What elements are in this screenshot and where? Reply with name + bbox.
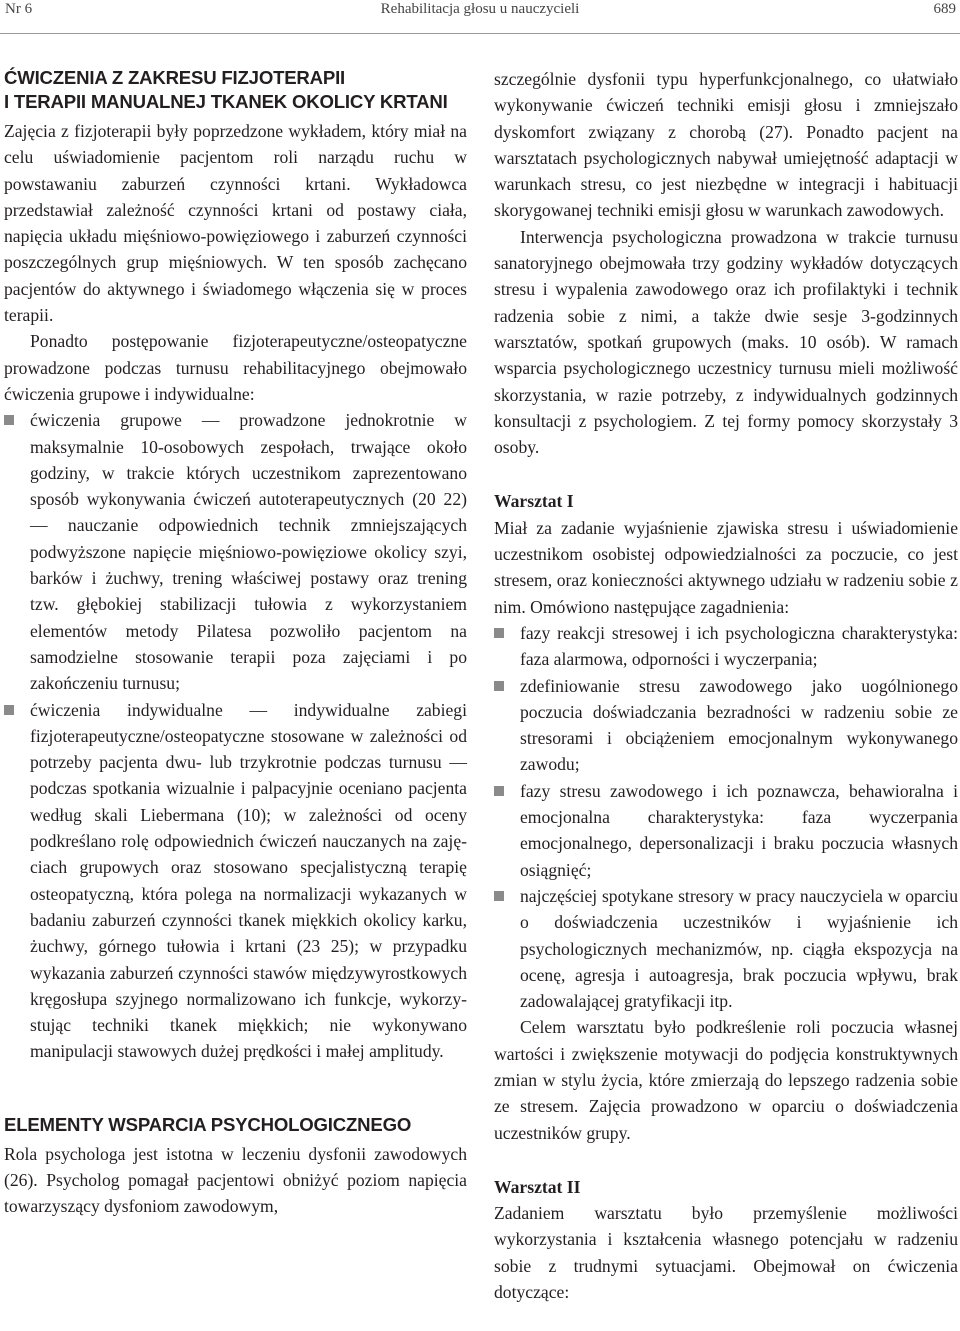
- paragraph: Rola psychologa jest istotna w leczeniu dysfonii zawodowych (26). Psycholog pomagał pacjentowi obniżyć poziom napięcia towarzyszący dysfoniom zawodowym,: [4, 1143, 467, 1217]
- subheading-workshop-2: Warsztat II: [494, 1176, 581, 1197]
- list-item: [4, 697, 467, 1065]
- bullet-square-icon: [494, 628, 504, 638]
- list-item-text: zdefiniowanie stresu zawodowego jako uogólnionego poczucia doświadczania bezradności w radzeniu sobie ze stresorami i obciążeniem emocjonalnym wykonywanego zawodu;: [520, 675, 958, 775]
- heading-line-1: ĆWICZENIA Z ZAKRESU FIZJOTERAPII: [4, 67, 346, 88]
- list-item: [494, 620, 958, 673]
- paragraph: Celem warsztatu było podkreślenie roli poczucia własnej wartości i zwiększenie motywacji do podjęcia konstruktywnych zmian w stylu życia, które zmierzają do lepszego radzenia sobie ze stresem. Zajęcia prowadzono w oparciu o doświadczenia uczestników grupy.: [494, 1017, 958, 1143]
- list-item-text: fazy stresu zawodowego i ich poznawcza, behawioralna i emocjonalna charakterystyka: faza wyczerpania emocjonalnego, depersonalizacji i braku poczucia własnych osiągnięć;: [520, 780, 958, 880]
- list-item: [494, 673, 958, 778]
- header-rule: [0, 33, 960, 34]
- journal-running-title: Rehabilitacja głosu u nauczycieli: [380, 1, 580, 17]
- list-item-text: ćwiczenia indywidualne — indywidualne zabiegi fizjoterapeutyczne/osteopatyczne stosowane w zależności od potrzeby pacjenta dwu- lub trzykrotnie podczas turnusu — podczas spotkania wizualnie i palpacyjnie oceniano pacjenta według skali Liebermana (10); w zależności od oceny podkreślano rolę odpowiednich ćwiczeń nauczanych na zajęciach grupowych oraz stosowano specjalistyczną terapię osteopatyczną, która polega na normalizacji wykazanych w badaniu zaburzeń czynności tkanek miękkich okolicy karku, żuchwy, górnego tułowia i krtani (23 25); w przypadku wykazania zaburzeń czynności stawów międzywyrostkowych kręgosłupa szyjnego normalizowano ich funkcje, wykorzystując techniki tkanek miękkich; nie wykonywano manipulacji stawowych dużej prędkości i małej amplitudy.: [30, 699, 467, 1062]
- paragraph: Miał za zadanie wyjaśnienie zjawiska stresu i uświadomienie uczestnikom osobistej odpowiedzialności za poczucie, co jest stresem, oraz konieczności aktywnego udziału w radzeniu sobie z nim. Omówiono następujące zagadnienia:: [494, 517, 958, 617]
- bullet-square-icon: [4, 415, 14, 425]
- running-header: [0, 0, 960, 20]
- subheading-workshop-1: Warsztat I: [494, 491, 574, 512]
- paragraph: Ponadto postępowanie fizjoterapeutyczne/osteopatyczne prowadzone podczas turnusu rehabilitacyjnego obejmowało ćwiczenia grupowe i indywidualne:: [4, 331, 467, 404]
- heading-line-2: I TERAPII MANUALNEJ TKANEK OKOLICY KRTANI: [4, 91, 448, 112]
- bullet-list: [494, 620, 958, 1014]
- right-column: [494, 66, 958, 1305]
- page-number: 689: [933, 1, 956, 17]
- left-column: [4, 66, 467, 1220]
- list-item: [494, 778, 958, 883]
- paragraph: Zadaniem warsztatu było przemyślenie możliwości wykorzystania i kształcenia własnego potencjału w radzeniu sobie z trudnymi sytuacjami. Obejmował on ćwiczenia dotyczące:: [494, 1203, 958, 1303]
- list-item-text: najczęściej spotykane stresory w pracy nauczyciela w oparciu o doświadczenia uczestników i wyjaśnienie ich psychologicznych mechanizmów, np. ciągła ekspozycja na ocenę, agresja i autoagresja, brak poczucia wpływu, brak zadowalającej gratyfikacji itp.: [520, 885, 958, 1012]
- list-item-text: fazy reakcji stresowej i ich psychologiczna charakterystyka: faza alarmowa, odporności i wyczerpania;: [520, 622, 958, 670]
- bullet-square-icon: [4, 705, 14, 715]
- bullet-square-icon: [494, 786, 504, 796]
- section-heading-physiotherapy: [4, 66, 467, 114]
- bullet-list: [4, 407, 467, 1064]
- paragraph: Interwencja psychologiczna prowadzona w trakcie turnusu sanatoryjnego obejmowała trzy godziny wykładów dotyczących stresu i wypalenia zawodowego oraz ich profilaktyki i technik radzenia sobie z nimi, a także dwie sesje 3-godzinnych warsztatów, spotkań grupowych (maks. 10 osób). W ramach wsparcia psychologicznego uczestnicy turnusu mieli możliwość skorzystania, w razie potrzeby, z indywidualnych godzinnych konsultacji z psychologiem. Z tej formy pomocy skorzystały 3 osoby.: [494, 226, 958, 458]
- paragraph: szczególnie dysfonii typu hyperfunkcjonalnego, co ułatwiało wykonywanie ćwiczeń techniki emisji głosu i zmniejszało dyskomfort związany z chorobą (27). Ponadto pacjent na warsztatach psychologicznych nabywał umiejętność adaptacji w warunkach stresu, co jest niezbędne w integracji i habituacji skorygowanej techniki emisji głosu w warunkach zawodowych.: [494, 69, 958, 221]
- paragraph: Zajęcia z fizjoterapii były poprzedzone wykładem, który miał na celu uświadomienie pacjentom roli narządu ruchu w powstawaniu zaburzeń czynności krtani. Wykładowca przedstawiał zależność czynności krtani od postawy ciała, napięcia układu mięśniowo-powięziowego i zaburzeń czynności poszczególnych grup mięśniowych. W ten sposób zachęcano pacjentów do aktywnego i świadomego włączenia się w proces terapii.: [4, 121, 467, 326]
- bullet-square-icon: [494, 891, 504, 901]
- section-heading-psychological: ELEMENTY WSPARCIA PSYCHOLOGICZNEGO: [4, 1113, 412, 1135]
- list-item: [494, 883, 958, 1014]
- issue-number: Nr 6: [5, 1, 33, 17]
- list-item-text: ćwiczenia grupowe — prowadzone jednokrotnie w maksymalnie 10-osobowych zespołach, trwające około godziny, w trakcie których uczestnikom zaprezentowano sposób wykonywania ćwiczeń autoterapeutycznych (20 22) — nauczanie odpowiednich technik zmniejszających podwyższone napięcie mięśniowo-powięziowe okolicy szyi, barków i żuchwy, trening właściwej postawy oraz trening tzw. głębokiej stabilizacji tułowia z wykorzystaniem elementów metody Pilatesa pozwoliło pacjentom na samodzielne stosowanie terapii poza zajęciami i po zakończeniu turnusu;: [30, 410, 467, 694]
- list-item: [4, 407, 467, 696]
- bullet-square-icon: [494, 681, 504, 691]
